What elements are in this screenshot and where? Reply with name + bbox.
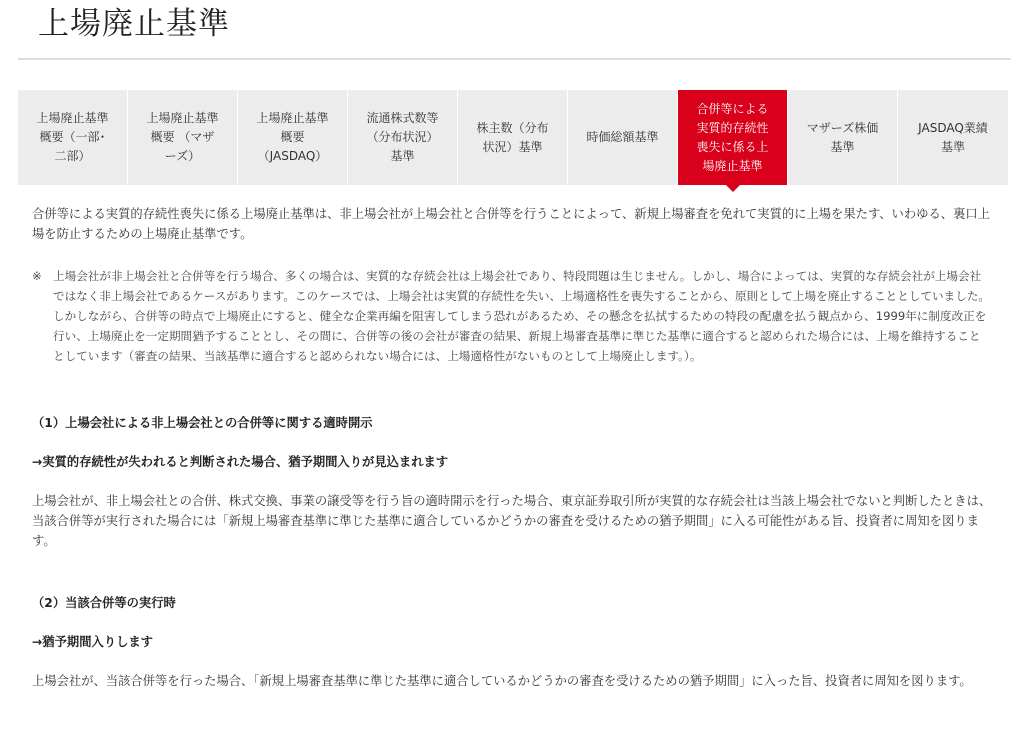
tab-label: 上場廃止基準 概要（一部･ 二部） <box>36 111 109 163</box>
main-content <box>32 204 992 691</box>
page-title: 上場廃止基準 <box>38 6 230 42</box>
tab-label: マザーズ株価 基準 <box>806 120 879 154</box>
note-block <box>32 266 992 366</box>
tab-market-capitalization[interactable] <box>568 90 678 185</box>
section-heading: （1）上場会社による非上場会社との合併等に関する適時開示 <box>32 416 373 430</box>
tab-number-of-shareholders[interactable] <box>458 90 568 185</box>
tab-label: 上場廃止基準 概要 （マザ ーズ） <box>146 111 219 163</box>
section-body: 上場会社が、当該合併等を行った場合、「新規上場審査基準に準じた基準に適合しているかどうかの審査を受けるための猶予期間」に入った旨、投資者に周知を図ります。 <box>32 674 972 688</box>
note-text: 上場会社が非上場会社と合併等を行う場合、多くの場合は、実質的な存続会社は上場会社であり、特段問題は生じません。しかし、場合によっては、実質的な存続会社が上場会社ではなく非上場会社であるケースがあります。このケースでは、上場会社は実質的存続性を失い、上場適格性を喪失することから、原則として上場を廃止することとしていました。しかしながら、合併等の時点で上場廃止にすると、健全な企業再編を阻害してしまう恐れがあるため、その懸念を払拭するための特段の配慮を払う観点から、1999年に制度改正を行い、上場廃止を一定期間猶予することとし、その間に、合併等の後の会社が審査の結果、新規上場審査基準に準じた基準に適合すると認められた場合には、上場を維持することとしています（審査の結果、当該基準に適合すると認められない場合には、上場適格性がないものとして上場廃止します。）。 <box>53 269 991 363</box>
tab-overview-first-second-section[interactable] <box>18 90 128 185</box>
tab-tradable-shares[interactable] <box>348 90 458 185</box>
tab-mothers-stock-price[interactable] <box>788 90 898 185</box>
tab-label: 上場廃止基準 概要 （JASDAQ） <box>256 111 329 163</box>
tab-label: 時価総額基準 <box>586 130 659 144</box>
tab-label: 株主数（分布 状況）基準 <box>476 120 549 154</box>
tab-jasdaq-performance[interactable] <box>898 90 1008 185</box>
tab-overview-jasdaq[interactable] <box>238 90 348 185</box>
section-subheading: →実質的存続性が失われると判断された場合、猶予期間入りが見込まれます <box>32 455 449 469</box>
note-mark: ※ <box>32 269 42 283</box>
section-heading: （2）当該合併等の実行時 <box>32 596 176 610</box>
tab-bar <box>18 90 1008 185</box>
tab-label: 合併等による 実質的存続性 喪失に係る上 場廃止基準 <box>696 101 769 173</box>
section-subheading: →猶予期間入りします <box>32 635 153 649</box>
tab-label: JASDAQ業績 基準 <box>918 120 988 154</box>
section-body: 上場会社が、非上場会社との合併、株式交換、事業の譲受等を行う旨の適時開示を行った場合、東京証券取引所が実質的な存続会社は当該上場会社でないと判断したときは、当該合併等が実行された場合には「新規上場審査基準に準じた基準に適合しているかどうかの審査を受けるための猶予期間」に入る可能性がある旨、投資者に周知を図ります。 <box>32 494 992 548</box>
tab-label: 流通株式数等 （分布状況） 基準 <box>366 111 439 163</box>
title-divider <box>18 58 1011 60</box>
tab-overview-mothers[interactable] <box>128 90 238 185</box>
intro-paragraph: 合併等による実質的存続性喪失に係る上場廃止基準は、非上場会社が上場会社と合併等を行うことによって、新規上場審査を免れて実質的に上場を果たす、いわゆる、裏口上場を防止するための上場廃止基準です。 <box>32 207 990 241</box>
tab-merger-substantial-continuity[interactable] <box>678 90 788 185</box>
